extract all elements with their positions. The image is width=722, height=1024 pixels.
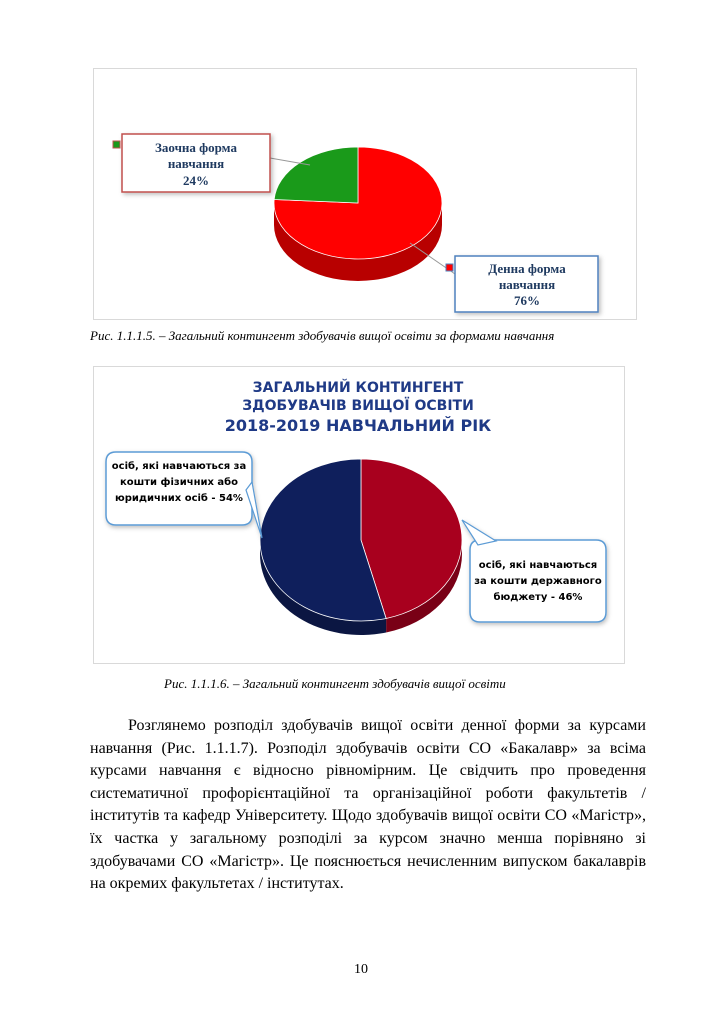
- callout-denna-line2: навчання: [498, 277, 556, 292]
- callout-derzhbiudzhet-line1: осіб, які навчаються: [478, 560, 598, 571]
- callout-denna-line1: Денна форма: [488, 261, 566, 276]
- callout-derzhbiudzhet: [462, 520, 606, 622]
- chart-2-title-line1: ЗАГАЛЬНИЙ КОНТИНГЕНТ: [252, 380, 464, 396]
- callout-fizychnykh-line1: осіб, які навчаються за: [111, 461, 247, 472]
- callout-zaochna-value: 24%: [183, 173, 209, 188]
- callout-fizychnykh-line2: кошти фізичних або: [119, 477, 239, 488]
- callout-fizychnykh-value: юридичних осіб - 54%: [115, 493, 243, 504]
- page-number: 10: [354, 962, 368, 977]
- callout-zaochna-line1: Заочна форма: [155, 140, 237, 155]
- pie-2: [260, 459, 462, 635]
- body-paragraph: Розглянемо розподіл здобувачів вищої освіти денної форми за курсами навчання (Рис. 1.1.1.7). Розподіл здобувачів освіти СО «Бакалавр» за всіма курсами навчання є відносно рівномірним. Це свідчить про проведення систематичної профорієнтаційної та організаційної роботи факультетів / інститутів та кафедр Університету. Щодо здобувачів вищої освіти СО «Магістр», їх частка у загальному розподілі за курсом значно менша порівняно зі здобувачами СО «Магістр». Це пояснюється нечисленним випуском бакалаврів на окремих факультетах / інститутах.: [90, 717, 646, 893]
- figure-2-caption: Рис. 1.1.1.6. – Загальний контингент здобувачів вищої освіти: [164, 676, 506, 691]
- figure-1-caption: Рис. 1.1.1.5. – Загальний контингент здобувачів вищої освіти за формами навчання: [90, 328, 555, 343]
- chart-2-title-line2: ЗДОБУВАЧІВ ВИЩОЇ ОСВІТИ: [242, 398, 474, 414]
- callout-denna-value: 76%: [514, 293, 540, 308]
- callout-derzhbiudzhet-line2: за кошти державного: [474, 576, 602, 587]
- callout-derzhbiudzhet-value: бюджету - 46%: [493, 592, 583, 603]
- callout-zaochna-line2: навчання: [167, 156, 225, 171]
- chart-2-title-line3: 2018-2019 НАВЧАЛЬНИЙ РІК: [224, 416, 492, 435]
